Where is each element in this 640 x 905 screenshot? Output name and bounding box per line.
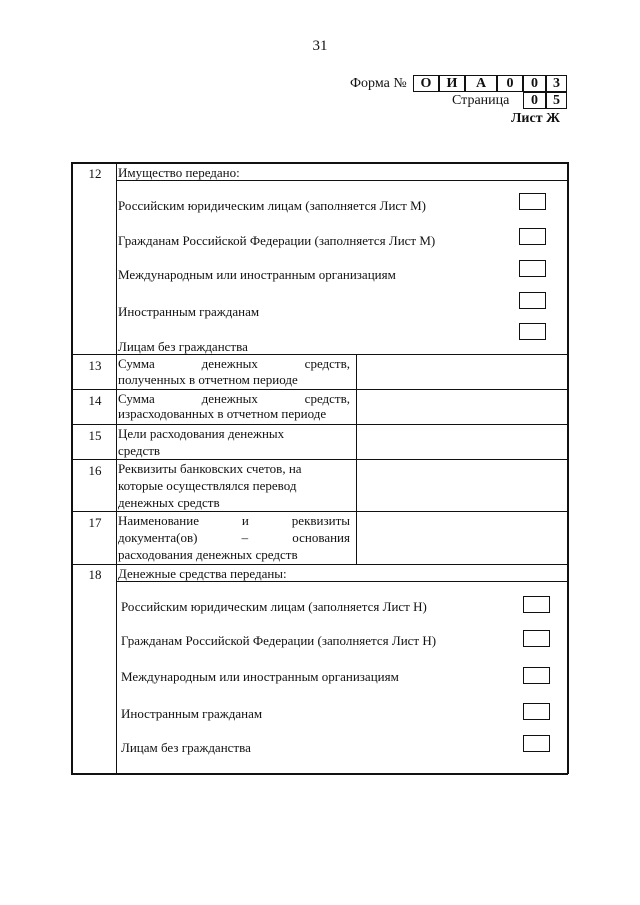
option-label: Российским юридическим лицам (заполняется Лист М) [118, 198, 426, 213]
row-label: Сумма денежных средств, [118, 391, 350, 406]
form-code-cell: 3 [546, 75, 567, 92]
option-label: Гражданам Российской Федерации (заполняется Лист Н) [121, 633, 437, 648]
checkbox[interactable] [523, 667, 550, 684]
table-border-bottom [71, 773, 568, 775]
row-label: Цели расходования денежных [118, 426, 285, 441]
checkbox[interactable] [523, 630, 550, 647]
form-number-label: Форма № [350, 76, 407, 91]
row-number: 17 [88, 515, 102, 530]
checkbox[interactable] [523, 596, 550, 613]
row-separator [71, 389, 568, 390]
table-border-top [71, 162, 568, 164]
option-label: Иностранным гражданам [118, 304, 260, 319]
row-title: Имущество передано: [118, 165, 240, 180]
checkbox[interactable] [523, 703, 550, 720]
page-number: 31 [312, 38, 328, 54]
form-code-cell: И [439, 75, 465, 92]
row-number: 13 [88, 358, 102, 373]
row-label: Сумма денежных средств, [118, 356, 350, 371]
row-number: 15 [88, 428, 102, 443]
option-label: Лицам без гражданства [118, 339, 248, 354]
page-code-cell: 5 [546, 92, 567, 109]
checkbox[interactable] [519, 292, 546, 309]
page-code-cell: 0 [523, 92, 546, 109]
option-label: Международным или иностранным организациям [121, 669, 399, 684]
table-border-right [567, 162, 569, 774]
row-label: израсходованных в отчетном периоде [118, 406, 327, 421]
row-label: средств [118, 443, 161, 458]
row-separator [71, 459, 568, 460]
value-field[interactable] [358, 426, 566, 458]
form-code-cell: 0 [497, 75, 523, 92]
row-label: полученных в отчетном периоде [118, 372, 298, 387]
row-number: 16 [88, 463, 102, 478]
row-title: Денежные средства переданы: [118, 566, 287, 581]
value-field[interactable] [358, 461, 566, 510]
value-field[interactable] [358, 391, 566, 423]
form-code-cell: 0 [523, 75, 546, 92]
form-code-cell: А [465, 75, 497, 92]
option-label: Гражданам Российской Федерации (заполняется Лист М) [118, 233, 436, 248]
sheet-label: Лист Ж [511, 111, 560, 126]
form-code-cell: О [413, 75, 439, 92]
row-label: документа(ов) – основания [118, 530, 350, 545]
value-field[interactable] [358, 356, 566, 388]
option-label: Иностранным гражданам [121, 706, 263, 721]
checkbox[interactable] [519, 228, 546, 245]
row-label: денежных средств [118, 495, 220, 510]
row-number: 18 [88, 567, 102, 582]
row-label: Реквизиты банковских счетов, на [118, 461, 302, 476]
row-label: Наименование и реквизиты [118, 513, 350, 528]
value-col-separator [356, 354, 357, 564]
option-label: Международным или иностранным организациям [118, 267, 396, 282]
checkbox[interactable] [519, 323, 546, 340]
row-separator [71, 564, 568, 565]
option-label: Лицам без гражданства [121, 740, 251, 755]
checkbox[interactable] [519, 260, 546, 277]
page-label: Страница [452, 93, 510, 108]
value-field[interactable] [358, 513, 566, 563]
row-separator [71, 424, 568, 425]
checkbox[interactable] [523, 735, 550, 752]
row-label: расходования денежных средств [118, 547, 298, 562]
option-label: Российским юридическим лицам (заполняется Лист Н) [121, 599, 427, 614]
row-number: 14 [88, 393, 102, 408]
row-number: 12 [88, 166, 102, 181]
checkbox[interactable] [519, 193, 546, 210]
row-separator [71, 511, 568, 512]
row-label: которые осуществлялся перевод [118, 478, 297, 493]
